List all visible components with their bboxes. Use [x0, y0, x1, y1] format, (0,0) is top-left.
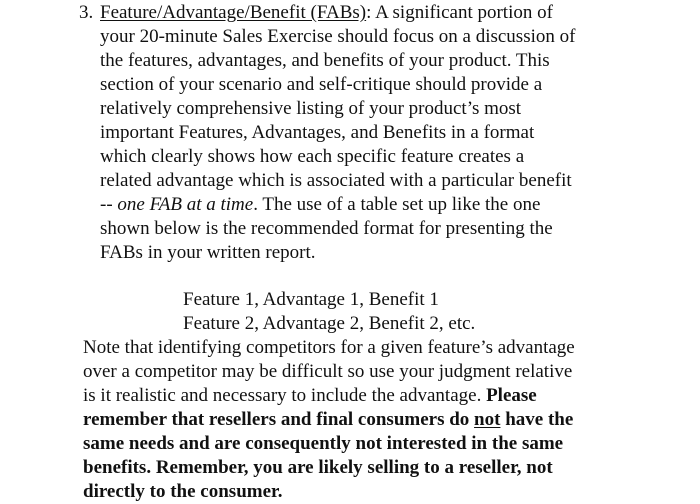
note-emphasis: Please [486, 385, 537, 406]
paragraph-line: section of your scenario and self-critique should provide a [100, 74, 543, 95]
note-line: over a competitor may be difficult so use your judgment relative [83, 361, 573, 382]
note-bold-line: benefits. Remember, you are likely selling to a reseller, not [83, 457, 553, 478]
paragraph-line [100, 1, 639, 25]
paragraph-line: related advantage which is associated with a particular benefit [100, 170, 572, 191]
paragraph-line-text: A significant portion of [371, 2, 553, 23]
paragraph-line: shown below is the recommended format for presenting the [100, 218, 553, 239]
note-paragraph [83, 336, 643, 504]
note-bold-line: directly to the consumer. [83, 481, 283, 502]
fab-example-list [183, 288, 475, 336]
fab-instruction-item [79, 1, 639, 265]
note-bold-line [83, 408, 643, 432]
paragraph-line: important Features, Advantages, and Benefits in a format [100, 122, 535, 143]
paragraph-line: FABs in your written report. [100, 242, 316, 263]
paragraph-line [100, 193, 639, 217]
fab-line-emphasis: one FAB at a time [117, 194, 254, 215]
note-underlined-word: not [474, 409, 501, 430]
paragraph-line: the features, advantages, and benefits of your product. This [100, 50, 550, 71]
fab-example-line: Feature 2, Advantage 2, Benefit 2, etc. [183, 313, 476, 334]
item-number: 3. [79, 2, 94, 23]
note-line [83, 384, 643, 408]
note-bold-line: same needs and are consequently not interested in the same [83, 433, 564, 454]
fab-line-suffix: . The use of a table set up like the one [253, 194, 541, 215]
note-emphasis: remember that resellers and final consumers do [83, 409, 475, 430]
note-emphasis: have the [500, 409, 574, 430]
fab-line-prefix: -- [100, 194, 118, 215]
paragraph-line: relatively comprehensive listing of your product’s most [100, 98, 522, 119]
paragraph-line: which clearly shows how each specific feature creates a [100, 146, 525, 167]
note-line-text: is it realistic and necessary to include the advantage. [83, 385, 487, 406]
paragraph-line: your 20-minute Sales Exercise should focus on a discussion of [100, 26, 576, 47]
item-heading: Feature/Advantage/Benefit (FABs) [100, 2, 367, 23]
item-heading-colon: : [366, 2, 372, 23]
item-paragraph [100, 1, 639, 265]
fab-example-line: Feature 1, Advantage 1, Benefit 1 [183, 289, 439, 310]
note-line: Note that identifying competitors for a given feature’s advantage [83, 337, 575, 358]
